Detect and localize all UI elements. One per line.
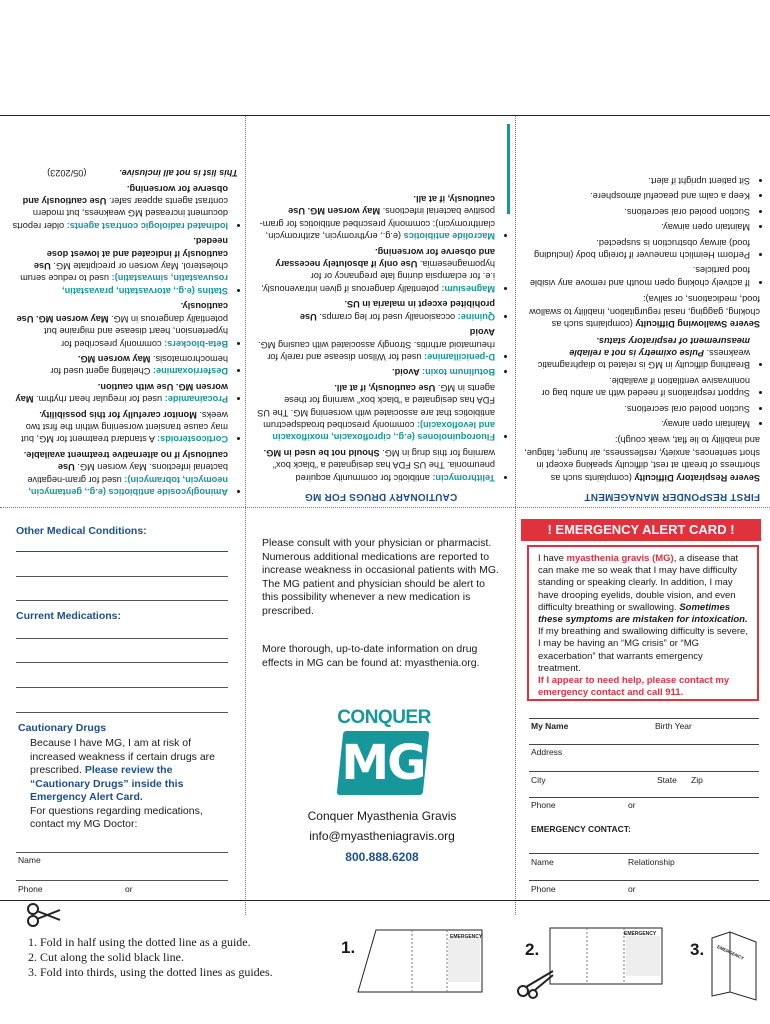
swal-list: [522, 175, 760, 289]
cautionary-drugs-panel-2: [12, 130, 238, 502]
pulse-ox-note: Pulse oximetry is not a reliable measurement of respiratory status.: [569, 335, 750, 358]
current-meds-line-3[interactable]: [16, 687, 228, 688]
other-conditions-label: Other Medical Conditions:: [16, 525, 147, 537]
list-item: • Suction pooled oral secretions.: [522, 402, 750, 414]
other-conditions-line-2[interactable]: [16, 576, 228, 577]
drug-warning: Avoid.: [392, 367, 423, 378]
resp-heading: Severe Respiratory Difficulty: [634, 472, 760, 483]
drug-text: used for irregular heart rhythm.: [36, 394, 165, 405]
phone-label: Phone: [531, 800, 556, 810]
alert-intoxication-note: Sometimes these symptoms are mistaken for intoxication.: [538, 601, 748, 626]
drug-name: Statins (e.g., atorvastatin, pravastatin, rosuvastatin, simvastatin):: [62, 273, 228, 296]
alert-text-3: If my breathing and swallowing difficulty is severe, I may be having an “MG crisis” or “MG exacerbation” that warrants emergency treatment.: [538, 626, 748, 674]
drug-item: [12, 182, 228, 232]
cautionary-drugs-text: [30, 737, 230, 832]
drug-text: potentially dangerous if given intravenously, i.e. for eclampsia during late pregnancy or for hypomagnesemia.: [261, 259, 495, 294]
drug-warning: May worsen MG. Use cautiously, if at all.: [288, 194, 495, 217]
drug-name: Aminoglycoside antibiotics (e.g., gentamycin, neomycin, tobramycin):: [28, 474, 228, 497]
drug-text: used for Wilson disease and rarely for rheumatoid arthritis. Strongly associated with causing MG.: [258, 339, 495, 362]
drug-item: [257, 326, 495, 363]
cautionary-drugs-heading: Cautionary Drugs: [18, 722, 107, 734]
drug-text: A standard treatment for MG, but may cause transient worsening within the first two weeks.: [21, 409, 228, 445]
phone-or-label: or: [628, 800, 636, 810]
doctor-phone-line[interactable]: [16, 880, 228, 881]
drug-warning: Monitor carefully for this possibility.: [39, 409, 200, 420]
drug-warning: Use only if absolutely necessary and observe for worsening.: [275, 246, 495, 270]
current-meds-label: Current Medications:: [16, 610, 122, 622]
drug-text: commonly prescribed for hypertension, heart disease and migraine but potentially dangerous in MG.: [44, 313, 228, 349]
drug-name: Magnesium:: [441, 283, 495, 294]
revision-date: (05/2023): [47, 168, 87, 179]
doctor-name-line[interactable]: [16, 852, 228, 853]
doctor-phone-label: Phone: [18, 884, 43, 894]
fold-line-vertical-right: [515, 115, 516, 915]
drug-name: Fluoroquinolones (e.g., ciprofloxacin, moxifloxacin and levofloxacin):: [272, 419, 495, 443]
contact-phone-label: Phone: [531, 884, 556, 894]
drug-warning: Use cautiously if no alternative treatment available.: [23, 449, 228, 473]
alert-statement-box: [527, 545, 759, 701]
doctor-or-label: or: [125, 884, 133, 894]
more-info-paragraph: More thorough, up-to-date information on drug effects in MG can be found at: myasthenia.org.: [262, 643, 480, 669]
instruction-step-1: 1. Fold in half using the dotted line as a guide.: [28, 935, 251, 949]
contact-name-label: Name: [531, 857, 554, 867]
conquer-mg-logo: [334, 707, 434, 799]
resp-text: (complaints such as shortness of breath at rest, difficulty speaking except in short sentences, anxiety, restlessness, air hunger, fatigue, and inability to lie flat, weak cough):: [524, 435, 760, 483]
drug-item: [257, 446, 495, 483]
list-item: • Suction pooled oral secretions.: [522, 205, 750, 217]
emergency-alert-header: ! EMERGENCY ALERT CARD !: [521, 519, 761, 541]
first-responder-panel: [522, 130, 760, 502]
zip-label: Zip: [691, 775, 703, 785]
contact-name-line[interactable]: [529, 853, 759, 854]
list-item: • Support respirations if needed with an ambu bag or noninvasive ventilation if available.: [522, 374, 750, 399]
swal-heading: Severe Swallowing Difficulty: [635, 319, 760, 330]
alert-call-911: If I appear to need help, please contact my emergency contact and call 911.: [538, 675, 730, 699]
cautionary-text-bold: Please review the “Cautionary Drugs” inside this Emergency Alert Card.: [30, 764, 184, 803]
list-item: • Maintain open airway.: [522, 221, 750, 233]
cautionary-drugs-title: CAUTIONARY DRUGS FOR MG: [304, 491, 458, 502]
drug-warning: Should not be used in MG.: [263, 447, 383, 458]
drug-list-mid: [257, 193, 505, 484]
phone-line[interactable]: [529, 797, 759, 798]
instruction-step-2: 2. Cut along the solid black line.: [28, 950, 184, 964]
diagram-3-number: 3.: [690, 940, 705, 959]
drug-warning: Use cautiously if indicated and at lowest dose needed.: [33, 236, 228, 272]
disclaimer: This list is not all inclusive.: [119, 168, 238, 179]
drug-item: [257, 193, 495, 243]
list-item: • Sit patient upright if alert.: [522, 175, 750, 187]
drug-warning: May worsen MG.: [77, 353, 153, 364]
drug-name: Macrolide antibiotics: [403, 231, 495, 242]
drug-text: older reports document increased MG weakness, but modern contrast agents appear safer.: [12, 196, 228, 231]
drug-name: D-penicillamine:: [424, 351, 495, 362]
first-responder-title: FIRST RESPONDER MANAGEMENT: [584, 491, 760, 502]
diagram-3-label: EMERGENCY: [716, 944, 745, 961]
drug-name: Beta-blockers:: [164, 338, 228, 349]
drug-warning: Use prohibited except in malaria in US.: [299, 299, 495, 322]
other-conditions-line-1[interactable]: [16, 551, 228, 552]
alert-text-2: , a disease that can make me so weak that I may have difficulty standing or speaking clearly. In addition, I may have drooping eyelids, double vision, and even difficulty breathing or swallowing.: [538, 553, 739, 613]
list-item: [522, 334, 750, 371]
instruction-step-3: 3. Fold into thirds, using the dotted lines as guides.: [28, 965, 273, 979]
resp-list: [522, 334, 760, 430]
my-name-label: My Name: [531, 721, 569, 731]
drug-warning: May worsen MG. Use with caution.: [15, 381, 228, 405]
drug-warning: Avoid: [469, 327, 495, 338]
drug-list-left: [12, 182, 238, 498]
drug-name: Desferrioxamine:: [152, 366, 228, 377]
cautionary-text-1: Because I have MG, I am at risk of increased weakness if certain drugs are prescribed.: [30, 737, 216, 776]
list-item: • If actively choking open mouth and remove any visible food particles.: [522, 264, 750, 289]
drug-item: [12, 235, 228, 297]
current-meds-line-1[interactable]: [16, 638, 228, 639]
drug-text: used to reduce serum cholesterol. May worsen or precipitate MG.: [20, 261, 228, 284]
swallowing-section: [522, 293, 760, 330]
drug-name: Botulinum toxin:: [422, 367, 495, 378]
org-email[interactable]: info@myastheniagravis.org: [309, 829, 455, 843]
fold-diagram-3: [708, 930, 760, 1002]
contact-phone-line[interactable]: [529, 880, 759, 881]
instructions: [28, 935, 273, 980]
current-meds-line-4[interactable]: [16, 712, 228, 713]
relationship-label: Relationship: [628, 857, 675, 867]
alert-mg-bold: myasthenia gravis (MG): [566, 553, 674, 564]
drug-item: [12, 380, 228, 405]
other-conditions-line-3[interactable]: [16, 600, 228, 601]
fold-line-vertical-left: [245, 115, 246, 915]
respiratory-section: [522, 434, 760, 484]
drug-item: [12, 300, 228, 350]
drug-name: Procainamide:: [164, 394, 228, 405]
drug-item: [12, 408, 228, 445]
scissors-icon: [26, 902, 62, 928]
drug-item: [12, 353, 228, 378]
cut-line-top: [0, 115, 770, 116]
doctor-name-label: Name: [18, 855, 41, 865]
drug-text: occasionally used for leg cramps.: [319, 311, 458, 322]
drug-item: [257, 245, 495, 295]
drug-item: [12, 448, 228, 498]
drug-name: Telithromycin:: [432, 472, 495, 483]
drug-item: [257, 298, 495, 323]
drug-text: (e.g., erythromycin, azithromycin, clarithromycin): commonly prescribed antibiotics for gram-positive bacterial infections.: [259, 206, 495, 242]
diagram-1-number: 1.: [341, 938, 356, 957]
cut-line-bottom: [0, 900, 770, 901]
drug-text: Chelating agent used for hemochromatosis.: [50, 353, 228, 377]
my-name-line[interactable]: [529, 718, 759, 719]
fold-line-horizontal: [0, 507, 770, 508]
list-item: • Keep a calm and peaceful atmosphere.: [522, 190, 750, 202]
alert-text-1: I have: [538, 553, 567, 564]
drug-text: used for gram-negative bacterial infections. May worsen MG.: [27, 462, 228, 485]
city-line[interactable]: [529, 771, 759, 772]
birth-year-label: Birth Year: [655, 721, 692, 731]
consult-paragraph: Please consult with your physician or pharmacist. Numerous additional medications are reported to increase weakness in occasional patients with MG. The MG patient and physician should be alert to this possibility whenever a new medication is prescribed.: [262, 537, 499, 617]
diagram-2-label: EMERGENCY: [624, 931, 657, 937]
drug-name: Quinine:: [457, 311, 495, 322]
drug-name: Iodinated radiologic contrast agents:: [66, 220, 228, 231]
address-line[interactable]: [529, 744, 759, 745]
org-name: Conquer Myasthenia Gravis: [307, 809, 457, 823]
drug-item: [257, 381, 495, 443]
emergency-contact-label: EMERGENCY CONTACT:: [531, 824, 631, 834]
contact-or-label: or: [628, 884, 636, 894]
logo-mg-text: MG: [341, 735, 425, 791]
drug-warning: Use cautiously, if at all.: [334, 382, 438, 393]
list-item: • Perform Heimlich maneuver if foreign body (including food) airway obstruction is suspected.: [522, 236, 750, 261]
drug-warning: Use cautiously and observe for worsening.: [22, 183, 228, 207]
org-phone[interactable]: 800.888.6208: [345, 850, 419, 864]
drug-name: Corticosteroids:: [157, 434, 228, 445]
logo-conquer-text: CONQUER: [337, 707, 431, 728]
city-label: City: [531, 775, 546, 785]
address-label: Address: [531, 747, 563, 757]
list-item: • Maintain open airway.: [522, 418, 750, 430]
accent-bar-top: [507, 124, 510, 214]
cautionary-text-2: For questions regarding medications, contact my MG Doctor:: [30, 804, 203, 830]
diagram-2-number: 2.: [525, 940, 540, 959]
drug-text: commonly prescribed broadspectrum antibiotics that are associated with worsening MG. The US FDA has designated a “black box” warning for these agents in MG.: [257, 382, 495, 430]
state-label: State: [657, 775, 677, 785]
drug-warning: May worsen MG. Use cautiously.: [16, 301, 228, 324]
scissors-icon-diagram: [515, 967, 557, 999]
cautionary-drugs-panel-1: [257, 130, 505, 502]
drug-text: antibiotic for community acquired pneumonia. The US FDA has designated a “black box” warning for this drug in MG.: [273, 447, 495, 483]
drug-item: [257, 366, 495, 378]
disclaimer-row: [12, 167, 238, 179]
swal-text: (complaints such as choking, gagging, nasal regurgitation, inability to swallow food, medications, or saliva):: [529, 294, 760, 330]
current-meds-line-2[interactable]: [16, 662, 228, 663]
diagram-1-label: EMERGENCY: [450, 934, 483, 940]
breathing-note: Breathing difficulty in MG is related to diaphragmatic weakness.: [537, 347, 750, 371]
